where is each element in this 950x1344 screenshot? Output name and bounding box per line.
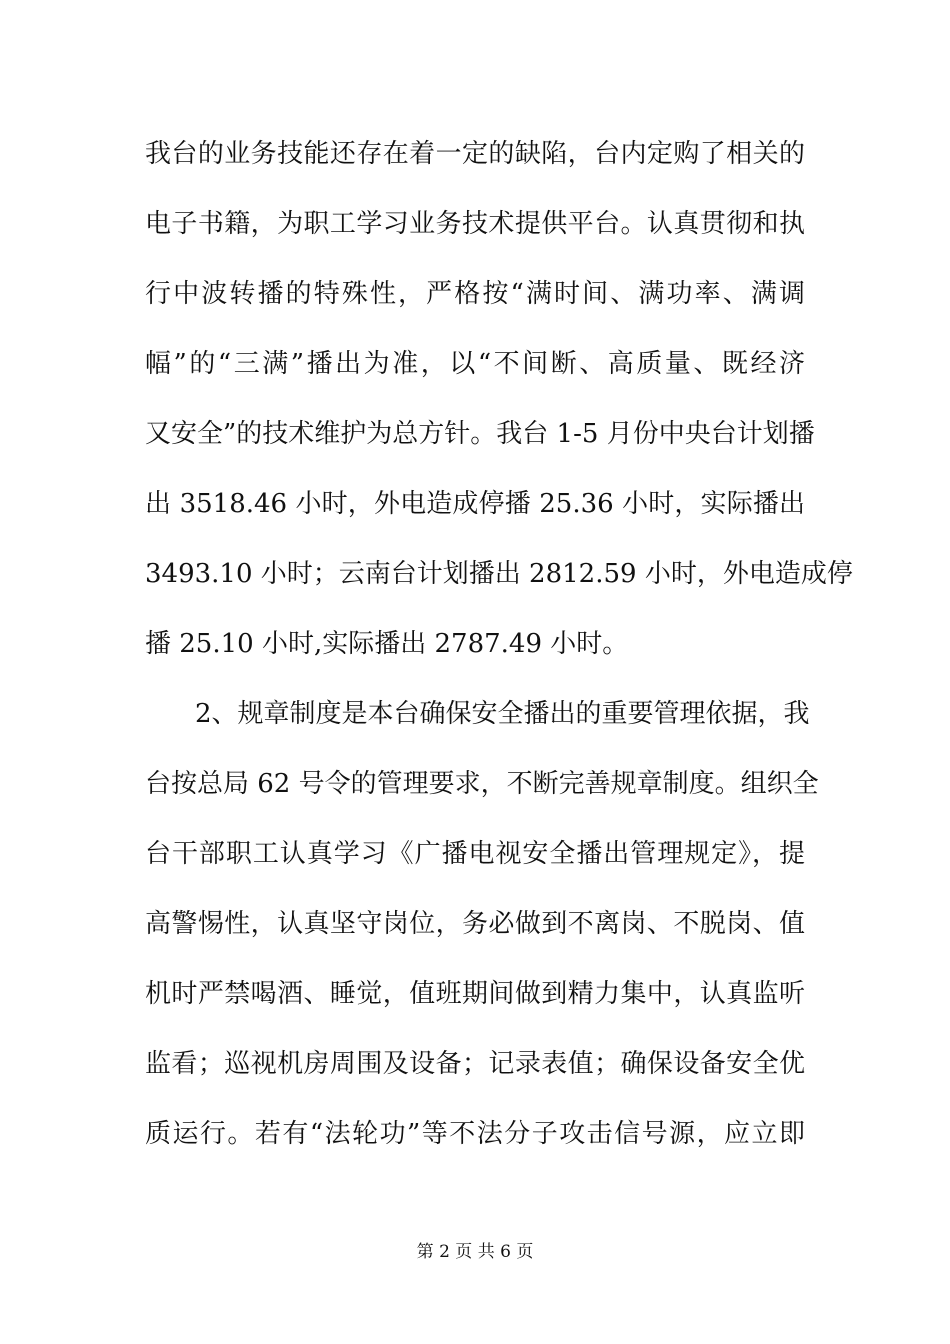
body-text-line: 机时严禁喝酒、睡觉，值班期间做到精力集中，认真监听 xyxy=(145,979,805,1009)
body-text-line: 质运行。若有“法轮功”等不法分子攻击信号源，应立即 xyxy=(145,1119,805,1149)
body-text-line: 3493.10 小时；云南台计划播出 2812.59 小时，外电造成停 xyxy=(145,559,853,589)
body-text-line: 播 25.10 小时,实际播出 2787.49 小时。 xyxy=(145,629,629,659)
body-text-line: 又安全”的技术维护为总方针。我台 1-5 月份中央台计划播 xyxy=(145,419,815,449)
page-number-footer: 第 2 页 共 6 页 xyxy=(416,1242,534,1262)
body-text-line: 幅”的“三满”播出为准，以“不间断、高质量、既经济 xyxy=(145,349,805,379)
body-text-line: 台干部职工认真学习《广播电视安全播出管理规定》，提 xyxy=(145,839,805,869)
body-text-line: 我台的业务技能还存在着一定的缺陷，台内定购了相关的 xyxy=(145,139,805,169)
body-text-line: 高警惕性，认真坚守岗位，务必做到不离岗、不脱岗、值 xyxy=(145,909,805,939)
body-text-line: 台按总局 62 号令的管理要求，不断完善规章制度。组织全 xyxy=(145,769,819,799)
body-text-line: 行中波转播的特殊性，严格按“满时间、满功率、满调 xyxy=(145,279,805,309)
body-text-line: 电子书籍，为职工学习业务技术提供平台。认真贯彻和执 xyxy=(145,209,805,239)
body-text-line: 出 3518.46 小时，外电造成停播 25.36 小时，实际播出 xyxy=(145,489,805,519)
paragraph-start-line: 2、规章制度是本台确保安全播出的重要管理依据，我 xyxy=(195,699,810,729)
body-text-line: 监看；巡视机房周围及设备；记录表值；确保设备安全优 xyxy=(145,1049,805,1079)
